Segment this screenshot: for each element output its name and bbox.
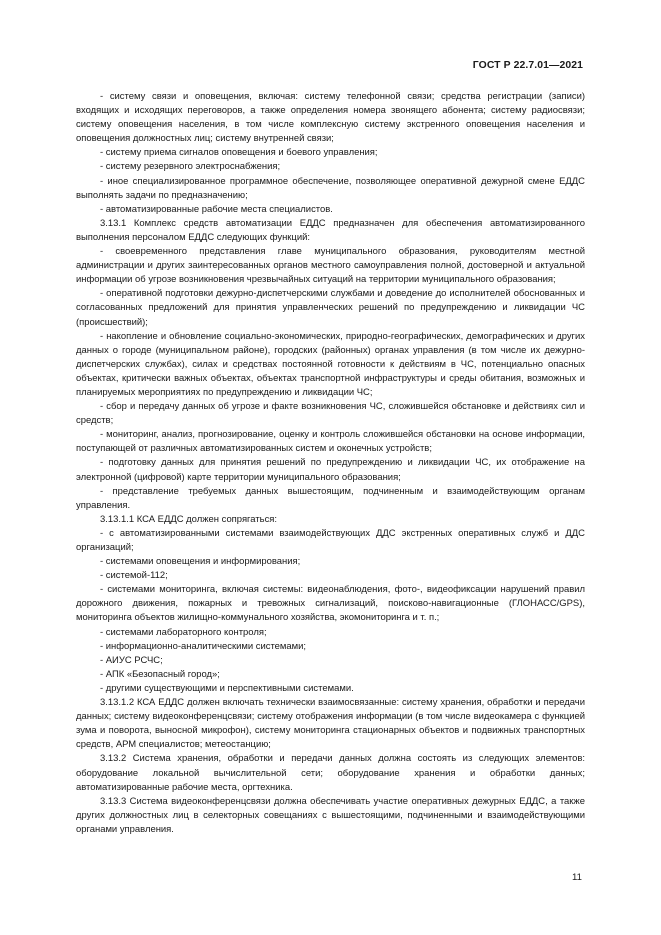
paragraph: - АПК «Безопасный город»; [100,668,220,680]
page-number: 11 [572,872,582,883]
paragraph: - оперативной подготовки дежурно-диспетчерскими службами и доведение до исполнителей обоснованных и согласованных предложений для принятия управленческих решений по предупреждению и ликвидации ЧС (происшествий); [76,288,585,328]
paragraph: - с автоматизированными системами взаимодействующих ДДС экстренных оперативных служб и ДДС организаций; [76,527,585,553]
body-text [76,90,585,837]
paragraph: 3.13.1 Комплекс средств автоматизации ЕДДС предназначен для обеспечения автоматизированного выполнения персоналом ЕДДС следующих функций: [76,217,585,243]
paragraph: - подготовку данных для принятия решений по предупреждению и ликвидации ЧС, их отображение на электронной (цифровой) карте территории муниципального образования; [76,457,585,483]
paragraph: - системами оповещения и информирования; [100,556,301,568]
paragraph: 3.13.1.1 КСА ЕДДС должен сопрягаться: [100,513,278,525]
paragraph: - автоматизированные рабочие места специалистов. [100,203,333,215]
paragraph: - своевременного представления главе муниципального образования, руководителям местной администрации и других заинтересованных органов местного самоуправления полной, достоверной и актуальной информации об угрозе возникновения чрезвычайных ситуаций на территории муниципального образования; [76,246,585,286]
paragraph: - информационно-аналитическими системами; [100,640,307,652]
standard-header: ГОСТ Р 22.7.01—2021 [472,60,583,71]
paragraph: 3.13.1.2 КСА ЕДДС должен включать технически взаимосвязанные: систему хранения, обработки и передачи данных; систему видеоконференцсвязи; систему отображения информации (в том числе видеокамера с функцией зума и поворота, выносной микрофон), систему мониторинга стационарных объектов и подвижных транспортных средств, АРМ специалистов; метеостанцию; [76,697,585,751]
paragraph: - накопление и обновление социально-экономических, природно-географических, демографических и других данных о городе (муниципальном районе), городских (районных) органах управления (в том числе их дежурно-диспетчерских службах), силах и средствах постоянной готовности к действиям в ЧС, потенциально опасных объектах, критически важных объектах, объектах транспортной инфраструктуры и среды обитания, возможных и планируемых мероприятиях по предупреждению и ликвидации ЧС; [76,330,585,398]
paragraph: - системой-112; [100,570,168,582]
paragraph: - системами мониторинга, включая системы: видеонаблюдения, фото-, видеофиксации нарушений правил дорожного движения, пожарных и тревожных сигнализаций, поисково-навигационные (ГЛОНАСС/GPS), мониторинга объектов жилищно-коммунального хозяйства, экомониторинга и т. п.; [76,584,585,624]
paragraph: 3.13.3 Система видеоконференцсвязи должна обеспечивать участие оперативных дежурных ЕДДС, а также других должностных лиц в селекторных совещаниях с вышестоящими, подчиненными и взаимодействующими органами управления. [76,795,585,835]
paragraph: - систему резервного электроснабжения; [100,161,281,173]
paragraph: - сбор и передачу данных об угрозе и факте возникновения ЧС, сложившейся обстановке и действиях сил и средств; [76,401,585,427]
paragraph: - иное специализированное программное обеспечение, позволяющее оперативной дежурной смене ЕДДС выполнять задачи по предназначению; [76,175,585,201]
paragraph: 3.13.2 Система хранения, обработки и передачи данных должна состоять из следующих элементов: оборудование локальной вычислительной сети; оборудование хранения и обработки данных; автоматизированные рабочие места, оргтехника. [76,753,585,793]
paragraph: - систему связи и оповещения, включая: систему телефонной связи; средства регистрации (записи) входящих и исходящих переговоров, а также определения номера звонящего абонента; систему радиосвязи; систему оповещения населения, в том числе комплексную систему экстренного оповещения населения и оповещения должностных лиц; систему внутренней связи; [76,91,585,145]
paragraph: - АИУС РСЧС; [100,654,163,666]
paragraph: - системами лабораторного контроля; [100,626,267,638]
paragraph: - другими существующими и перспективными системами. [100,682,354,694]
paragraph: - мониторинг, анализ, прогнозирование, оценку и контроль сложившейся обстановки на основе информации, поступающей от различных автоматизированных систем и оконечных устройств; [76,429,585,455]
paragraph: - систему приема сигналов оповещения и боевого управления; [100,147,378,159]
paragraph: - представление требуемых данных вышестоящим, подчиненным и взаимодействующим органам управления. [76,485,585,511]
